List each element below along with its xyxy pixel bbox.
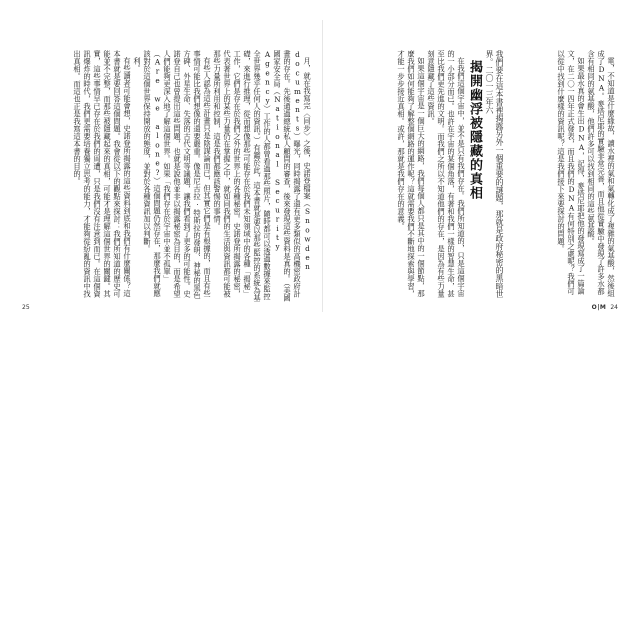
paragraph: 利。 xyxy=(133,57,142,73)
right-page-closing xyxy=(338,50,466,302)
paragraph: 有些讀者可能會想，史諾登所揭露的這些資料到底和我們有什麼關係？這本書就是要回答這個問題。我會從以下的觀點來探討：我們所知道的歷史可能並不完整，而那些被隱藏起來的真相，可能才是理解這個世界的關鍵。其實，這些事情早已存在於我們的周遭，只是我們沒有注意到而已。在這個資訊爆炸的時代，我們更需要培養獨立思考的能力，才能夠從紛亂的資訊中找出真相。而這也正是我寫這本書的目的。 xyxy=(73,50,132,298)
page-number-right: 24 xyxy=(610,304,618,311)
paragraph: 在我們這個宇宙中，並不是只有我們存在。我們所知道的，只是這個宇宙的一小部分而已。也許在宇宙的某個角落，有著和我們一樣的智慧生命，甚至比我們更先進的文明。而我們之所以不知道他們的存在，是因為有些力量刻意隱藏了這些資訊。 xyxy=(427,50,466,298)
paragraph: 月，就在我寫完〈同步〉之後，史諾登檔案（Snowden documents）曝光，同時揭露了還有更多類似的高機密政府計畫的存在。先後通過總統私人顧問的審查，後來發現這些資料是真的。（美國國家安全局（National Security Agency）工作的人都曾看過那些照片，隨時都可以透過數據來監控全世界幾乎任何人的資訊。）有鑑於此，這本書就是要以那些監控的系統為基礎，來進行推理，從而想像那些可能存在於我們未知領域中的各種「揭秘」工作，它們是存在於我們之外的世界上的各種秘密。史諾登所揭露的秘密，代表著世界上的某些力量仍在掌握之中，就如同我們的生活與資訊都可能被那些力量所利用和控制，這是我們都應該警惕的事情。 xyxy=(213,50,312,302)
left-page xyxy=(22,20,314,312)
right-page-intro xyxy=(512,50,616,302)
section-heading-block xyxy=(462,20,506,312)
paragraph: 有些人認為這些計畫只是陰謀論而已，但其實它們是有根據的，而且有些事情可能比我們想像的還要嚴重。像是尼古拉·特斯拉的發明、神秘的黑色方碑、外星生命、失落的古代文明等議題，讓我們看到了更多的可能性。史諾登自己也曾提出這些問題，也就是說他並非以揭露秘密為目的，而是希望人們能夠更深入地了解這個世界。如果「我們存在於宇宙中並不孤單」（Are we alone?）這個問題仍然存在，那麼我們就應該對於這個世界保持開放的態度，並對於各種資訊加以判斷。 xyxy=(143,50,212,300)
gutter-divider xyxy=(322,20,323,312)
paragraph: 如果這個宇宙是一個巨大的網路，我們每個人都只是其中的一個節點，那麼我們如何能夠了解整個網路的運作呢？這就需要我們不斷地探索與學習，才能一步步接近真相。或許，那就是我們存在的意義。 xyxy=(397,50,426,298)
section-title: 揭開幽浮被隱藏的真相 xyxy=(467,60,482,200)
page-footer-right xyxy=(592,304,618,311)
left-page-body xyxy=(24,50,312,302)
publisher-logo: O|M xyxy=(591,304,607,311)
page-number-left: 25 xyxy=(22,304,30,311)
paragraph: 如果最水真的會生出DNA，記得，麥塔尼耶把他的發現寫成了一篇論文，在二〇一四年正式發表，而且我們的DNA有何特別之處呢？我們可以從中找到什麼樣的資訊呢？這是我們接下來要探討的問題。 xyxy=(557,50,586,296)
paragraph: 電，不知道是什麼緣故，讀水裡的氣和氣轉化成了複雜的氣基酸，然後組成了DNA。麥塔尼耶的實驗非常完善，而且他從實驗中發現了許多水都含有相同的氨基酸，他們許多可以找到相同的這些氨基酸。 xyxy=(587,50,616,298)
section-subtitle: 我們要在這本書裡揭露另外一個重要的謎題，那就是政府秘密的黑暗世界。二〇一三年六 xyxy=(485,50,504,298)
book-spread xyxy=(22,20,618,312)
right-page xyxy=(334,20,618,312)
